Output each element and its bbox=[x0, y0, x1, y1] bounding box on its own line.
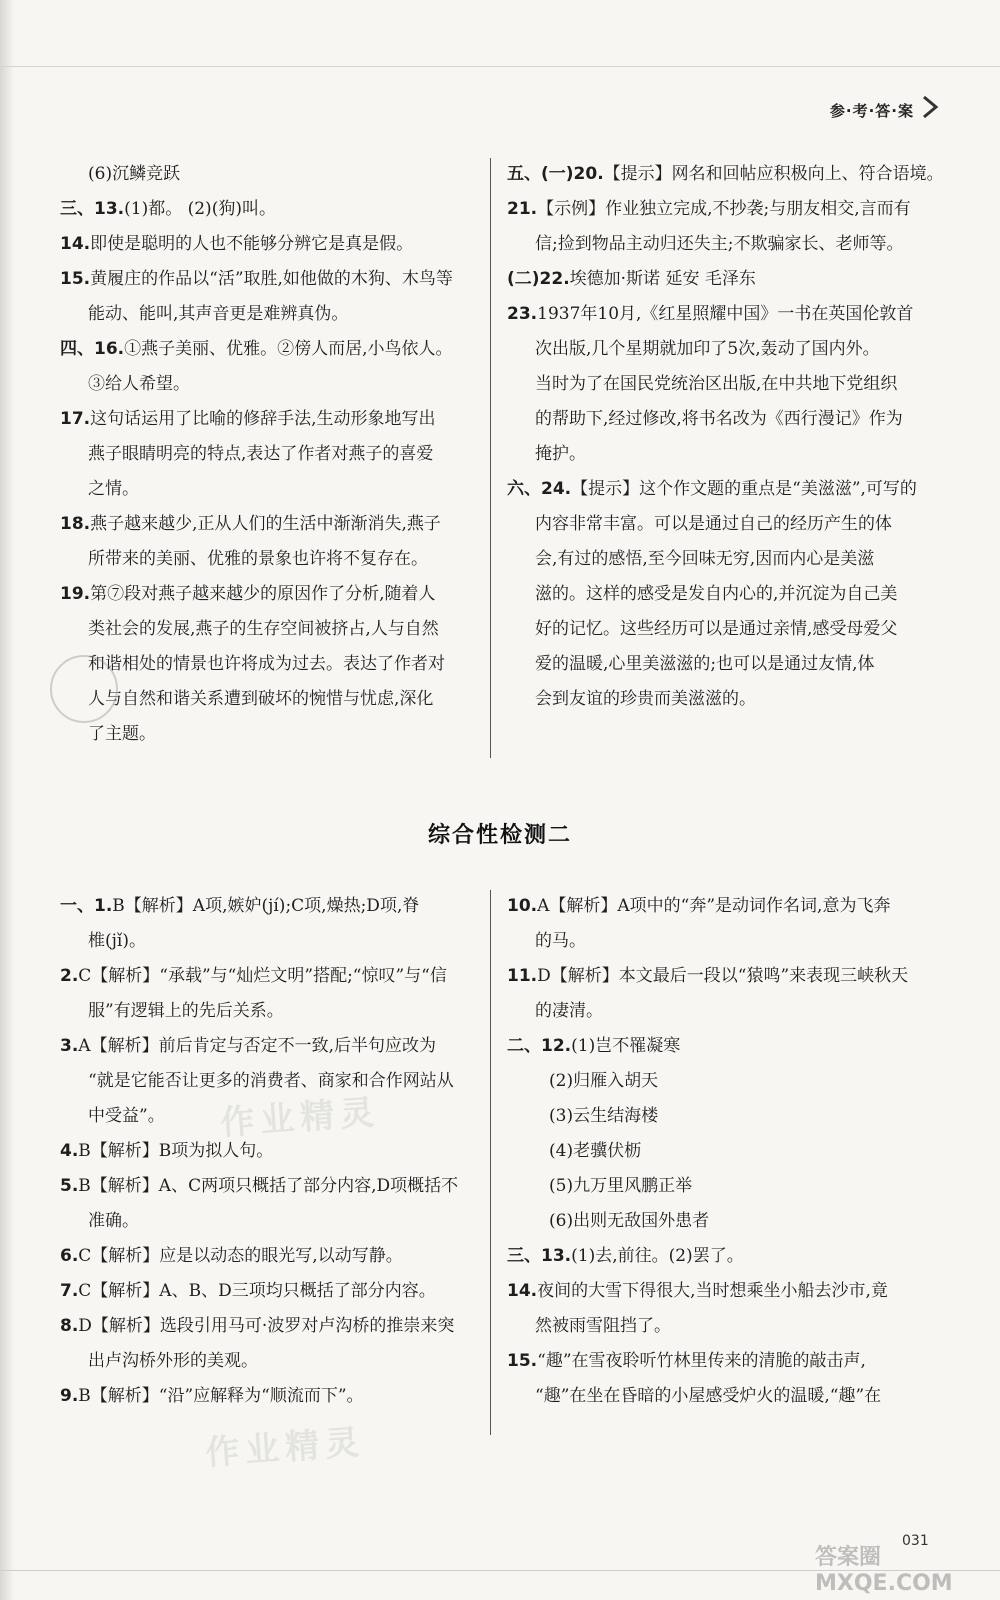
question-number: 10. bbox=[507, 896, 538, 916]
question-number: 18. bbox=[60, 514, 91, 534]
watermark: 作业精灵 bbox=[204, 1422, 367, 1474]
answer-line bbox=[60, 1204, 480, 1239]
question-number: 15. bbox=[60, 269, 91, 289]
answer-text: A【解析】前后肯定与否定不一致,后半句应改为 bbox=[78, 1036, 436, 1056]
answer-text: 夜间的大雪下得很大,当时想乘坐小船去沙市,竟 bbox=[537, 1281, 888, 1301]
question-number: (二)22. bbox=[507, 269, 570, 289]
question-number: 5. bbox=[60, 1176, 79, 1196]
answer-text: 所带来的美丽、优雅的景象也许将不复存在。 bbox=[88, 549, 428, 569]
answer-text: B【解析】B项为拟人句。 bbox=[78, 1141, 274, 1161]
answer-line bbox=[60, 647, 480, 682]
answer-text: 【示例】作业独立完成,不抄袭;与朋友相交,言而有 bbox=[537, 199, 911, 219]
answer-text: 人与自然和谐关系遭到破坏的惋惜与忧虑,深化 bbox=[88, 689, 434, 709]
answer-text: (1)岂不罹凝寒 bbox=[571, 1036, 681, 1056]
answer-text: 会,有过的感悟,至今回味无穷,因而内心是美滋 bbox=[535, 549, 875, 569]
answer-text: C【解析】A、B、D三项均只概括了部分内容。 bbox=[78, 1281, 436, 1301]
answer-text: 之情。 bbox=[88, 479, 139, 499]
answer-line bbox=[507, 612, 947, 647]
answer-text: 【提示】网名和回帖应积极向上、符合语境。 bbox=[603, 164, 944, 184]
answer-text: 黄履庄的作品以“活”取胜,如他做的木狗、木鸟等 bbox=[90, 269, 453, 289]
question-number: 三、13. bbox=[60, 199, 125, 219]
answer-line bbox=[507, 1344, 947, 1379]
question-number: 14. bbox=[507, 1281, 538, 1301]
answer-line bbox=[60, 1029, 480, 1064]
question-number: 3. bbox=[60, 1036, 79, 1056]
question-number: 17. bbox=[60, 409, 91, 429]
answer-text: 次出版,几个星期就加印了5次,轰动了国内外。 bbox=[535, 339, 880, 359]
answer-text: 当时为了在国民党统治区出版,在中共地下党组织 bbox=[535, 374, 898, 394]
answer-text: (5)九万里风鹏正举 bbox=[549, 1176, 693, 1196]
answer-text: 的帮助下,经过修改,将书名改为《西行漫记》作为 bbox=[535, 409, 903, 429]
answer-line bbox=[60, 577, 480, 612]
answer-line bbox=[507, 1169, 947, 1204]
answer-text: (3)云生结海楼 bbox=[549, 1106, 659, 1126]
answer-line bbox=[60, 472, 480, 507]
answer-line bbox=[60, 227, 480, 262]
answer-text: 1937年10月,《红星照耀中国》一书在英国伦敦首 bbox=[537, 304, 914, 324]
answer-line bbox=[60, 717, 480, 752]
answer-line bbox=[60, 1169, 480, 1204]
bottom-left-column bbox=[60, 889, 480, 1414]
answer-text: C【解析】应是以动态的眼光写,以动写静。 bbox=[78, 1246, 403, 1266]
question-number: 8. bbox=[60, 1316, 79, 1336]
answer-line bbox=[60, 507, 480, 542]
answer-text: 能动、能叫,其声音更是难辨真伪。 bbox=[88, 304, 349, 324]
answer-text: “趣”在坐在昏暗的小屋感受炉火的温暖,“趣”在 bbox=[535, 1386, 882, 1406]
answer-line bbox=[507, 1274, 947, 1309]
answer-line bbox=[507, 402, 947, 437]
answer-line bbox=[60, 959, 480, 994]
answer-line bbox=[507, 1029, 947, 1064]
answer-line bbox=[507, 1064, 947, 1099]
chevron-right-icon bbox=[918, 94, 944, 120]
page-number: 031 bbox=[902, 1533, 929, 1549]
answer-text: 好的记忆。这些经历可以是通过亲情,感受母爱父 bbox=[535, 619, 898, 639]
answer-line bbox=[507, 1204, 947, 1239]
answer-line bbox=[507, 367, 947, 402]
answer-text: 类社会的发展,燕子的生存空间被挤占,人与自然 bbox=[88, 619, 439, 639]
question-number: 11. bbox=[507, 966, 538, 986]
question-number: 四、16. bbox=[60, 339, 125, 359]
answer-text: 即使是聪明的人也不能够分辨它是真是假。 bbox=[90, 234, 414, 254]
answer-text: 埃德加·斯诺 延安 毛泽东 bbox=[569, 269, 756, 289]
answer-line bbox=[60, 889, 480, 924]
bottom-right-column bbox=[507, 889, 947, 1414]
question-number: 21. bbox=[507, 199, 538, 219]
answer-line bbox=[507, 1379, 947, 1414]
answer-text: D【解析】本文最后一段以“猿鸣”来表现三峡秋天 bbox=[537, 966, 909, 986]
answer-text: A【解析】A项中的“奔”是动词作名词,意为飞奔 bbox=[537, 896, 891, 916]
question-number: 五、(一)20. bbox=[507, 164, 604, 184]
answer-text: 了主题。 bbox=[88, 724, 156, 744]
answer-text: (1)都。 (2)(狗)叫。 bbox=[124, 199, 276, 219]
answer-text: ①燕子美丽、优雅。②傍人而居,小鸟依人。 bbox=[124, 339, 453, 359]
answer-text: 滋的。这样的感受是发自内心的,并沉淀为自己美 bbox=[535, 584, 898, 604]
answer-text: (1)去,前往。(2)罢了。 bbox=[571, 1246, 744, 1266]
question-number: 9. bbox=[60, 1386, 79, 1406]
answer-text: 会到友谊的珍贵而美滋滋的。 bbox=[535, 689, 756, 709]
answer-line bbox=[507, 959, 947, 994]
answer-text: B【解析】“沿”应解释为“顺流而下”。 bbox=[78, 1386, 364, 1406]
answer-text: 服”有逻辑上的先后关系。 bbox=[88, 1001, 284, 1021]
question-number: 三、13. bbox=[507, 1246, 572, 1266]
answer-line bbox=[507, 647, 947, 682]
answer-text: 内容非常丰富。可以是通过自己的经历产生的体 bbox=[535, 514, 892, 534]
answer-line bbox=[507, 682, 947, 717]
answer-text: 和谐相处的情景也许将成为过去。表达了作者对 bbox=[88, 654, 445, 674]
answer-line bbox=[507, 1309, 947, 1344]
answer-line bbox=[60, 402, 480, 437]
question-number: 23. bbox=[507, 304, 538, 324]
watermark: 作业精灵 bbox=[219, 1092, 382, 1144]
answer-text: “就是它能否让更多的消费者、商家和合作网站从 bbox=[88, 1071, 454, 1091]
answer-text: 燕子眼睛明亮的特点,表达了作者对燕子的喜爱 bbox=[88, 444, 434, 464]
answer-line bbox=[60, 297, 480, 332]
question-number: 15. bbox=[507, 1351, 538, 1371]
answer-text: (6)出则无敌国外患者 bbox=[549, 1211, 710, 1231]
answer-line bbox=[507, 157, 947, 192]
answer-text: 掩护。 bbox=[535, 444, 586, 464]
answer-line bbox=[60, 1309, 480, 1344]
top-rule bbox=[0, 66, 1000, 67]
answer-text: 中受益”。 bbox=[88, 1106, 165, 1126]
answer-line bbox=[507, 1134, 947, 1169]
answer-text: 出卢沟桥外形的美观。 bbox=[88, 1351, 258, 1371]
page-binding-shadow bbox=[0, 0, 14, 1600]
answer-line bbox=[507, 227, 947, 262]
answer-line bbox=[507, 437, 947, 472]
stamp-mark bbox=[50, 655, 118, 723]
question-number: 4. bbox=[60, 1141, 79, 1161]
section-title: 综合性检测二 bbox=[427, 823, 572, 848]
answer-line bbox=[60, 332, 480, 367]
top-right-column bbox=[507, 157, 947, 717]
answer-text: (4)老骥伏枥 bbox=[549, 1141, 642, 1161]
answer-line bbox=[60, 682, 480, 717]
answer-line bbox=[60, 367, 480, 402]
answer-line bbox=[60, 262, 480, 297]
answer-text: 椎(jǐ)。 bbox=[88, 931, 146, 951]
answer-text: C【解析】“承载”与“灿烂文明”搭配;“惊叹”与“信 bbox=[78, 966, 447, 986]
answer-text: 第⑦段对燕子越来越少的原因作了分析,随着人 bbox=[90, 584, 436, 604]
answer-text: ③给人希望。 bbox=[88, 374, 190, 394]
question-number: 二、12. bbox=[507, 1036, 572, 1056]
answer-line bbox=[60, 924, 480, 959]
question-number: 14. bbox=[60, 234, 91, 254]
answer-line bbox=[507, 297, 947, 332]
answer-text: 的马。 bbox=[535, 931, 586, 951]
answer-text: 然被雨雪阻挡了。 bbox=[535, 1316, 671, 1336]
answer-text: B【解析】A、C两项只概括了部分内容,D项概括不 bbox=[78, 1176, 459, 1196]
header-label: 参·考·答·案 bbox=[829, 102, 914, 120]
column-divider-bottom bbox=[490, 890, 491, 1435]
top-left-column bbox=[60, 157, 480, 752]
question-number: 6. bbox=[60, 1246, 79, 1266]
question-number: 19. bbox=[60, 584, 91, 604]
answer-line bbox=[60, 157, 480, 192]
answer-line bbox=[60, 1344, 480, 1379]
question-number: 一、1. bbox=[60, 896, 113, 916]
answer-text: (2)归雁入胡天 bbox=[549, 1071, 659, 1091]
question-number: 六、24. bbox=[507, 479, 572, 499]
answer-line bbox=[60, 192, 480, 227]
answer-line bbox=[507, 507, 947, 542]
answer-line bbox=[507, 1099, 947, 1134]
answer-text: (6)沉鳞竞跃 bbox=[88, 164, 181, 184]
answer-line bbox=[507, 472, 947, 507]
answer-text: “趣”在雪夜聆听竹林里传来的清脆的敲击声, bbox=[537, 1351, 866, 1371]
answer-line bbox=[507, 542, 947, 577]
answer-line bbox=[507, 924, 947, 959]
answer-text: 准确。 bbox=[88, 1211, 139, 1231]
answer-line bbox=[507, 332, 947, 367]
answer-text: 燕子越来越少,正从人们的生活中渐渐消失,燕子 bbox=[90, 514, 441, 534]
answer-text: 【提示】这个作文题的重点是“美滋滋”,可写的 bbox=[571, 479, 917, 499]
answer-line bbox=[60, 542, 480, 577]
answer-line bbox=[507, 577, 947, 612]
column-divider-top bbox=[490, 158, 491, 758]
answer-text: B【解析】A项,嫉妒(jí);C项,燥热;D项,脊 bbox=[112, 896, 420, 916]
answer-line bbox=[60, 612, 480, 647]
answer-line bbox=[60, 1239, 480, 1274]
answer-line bbox=[507, 192, 947, 227]
answer-line bbox=[60, 994, 480, 1029]
question-number: 2. bbox=[60, 966, 79, 986]
question-number: 7. bbox=[60, 1281, 79, 1301]
answer-text: 这句话运用了比喻的修辞手法,生动形象地写出 bbox=[90, 409, 436, 429]
answer-line bbox=[60, 1274, 480, 1309]
answer-line bbox=[507, 889, 947, 924]
answer-line bbox=[507, 994, 947, 1029]
answer-text: 的凄清。 bbox=[535, 1001, 603, 1021]
answer-line bbox=[60, 1379, 480, 1414]
answer-text: 信;捡到物品主动归还失主;不欺骗家长、老师等。 bbox=[535, 234, 904, 254]
answer-line bbox=[507, 1239, 947, 1274]
answer-text: D【解析】选段引用马可·波罗对卢沟桥的推崇来突 bbox=[78, 1316, 455, 1336]
answer-text: 爱的温暖,心里美滋滋的;也可以是通过友情,体 bbox=[535, 654, 875, 674]
answer-line bbox=[60, 437, 480, 472]
answer-line bbox=[507, 262, 947, 297]
corner-watermark: 答案圈 MXQE.COM bbox=[815, 1545, 953, 1596]
